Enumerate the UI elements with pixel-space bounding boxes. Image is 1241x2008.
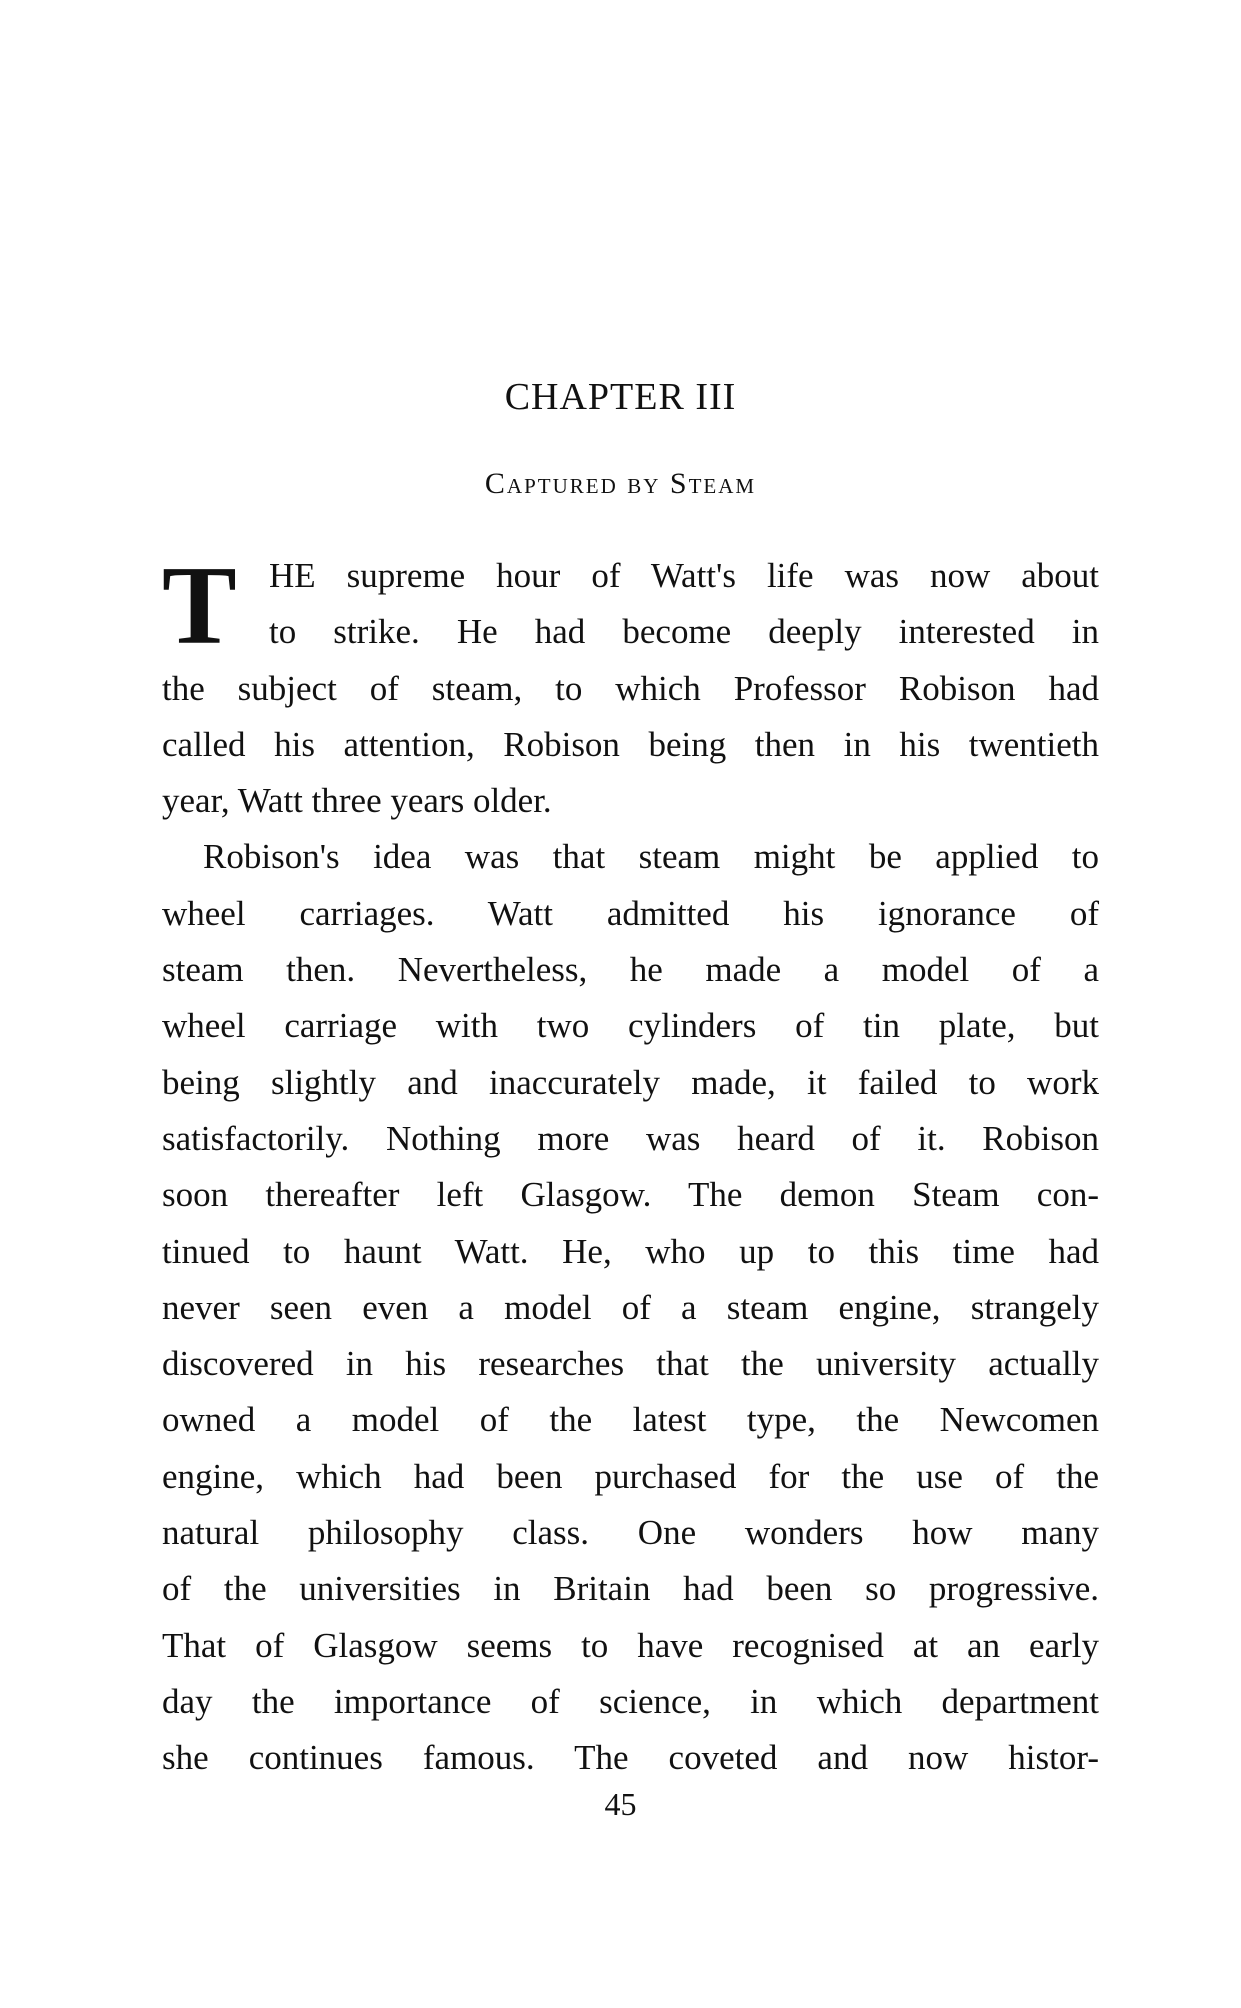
text-line: owned a model of the latest type, the Newcomen xyxy=(162,1400,1099,1440)
text-line: wheel carriages. Watt admitted his ignorance of xyxy=(162,893,1099,933)
chapter-title: Captured by Steam xyxy=(484,467,757,500)
text-line: steam then. Nevertheless, he made a model of a xyxy=(162,950,1099,990)
text-line: year, Watt three years older. xyxy=(162,781,552,821)
text-line: the subject of steam, to which Professor Robison had xyxy=(162,668,1099,708)
text-line: HE supreme hour of Watt's life was now about xyxy=(269,556,1099,595)
text-line: to strike. He had become deeply interested in xyxy=(269,612,1099,652)
text-line: day the importance of science, in which department xyxy=(162,1681,1099,1721)
text-line: being slightly and inaccurately made, it failed to work xyxy=(162,1062,1099,1102)
text-line: called his attention, Robison being then in his twentieth xyxy=(162,724,1099,764)
text-line: natural philosophy class. One wonders how many xyxy=(162,1513,1099,1553)
page-number: 45 xyxy=(604,1786,637,1822)
drop-cap: T xyxy=(162,544,237,668)
text-line: never seen even a model of a steam engine, strangely xyxy=(162,1287,1099,1327)
text-line: engine, which had been purchased for the use of the xyxy=(162,1456,1099,1496)
body-text xyxy=(162,544,1099,1787)
text-line: she continues famous. The coveted and now histor- xyxy=(162,1738,1099,1778)
text-line: That of Glasgow seems to have recognised at an early xyxy=(162,1625,1099,1665)
text-line: satisfactorily. Nothing more was heard of it. Robison xyxy=(162,1118,1099,1158)
chapter-heading: CHAPTER III xyxy=(504,376,737,418)
text-line: discovered in his researches that the university actually xyxy=(162,1344,1099,1384)
text-line: wheel carriage with two cylinders of tin plate, but xyxy=(162,1006,1099,1046)
text-line: Robison's idea was that steam might be applied to xyxy=(203,837,1099,877)
text-line: of the universities in Britain had been so progressive. xyxy=(162,1569,1099,1609)
text-line: tinued to haunt Watt. He, who up to this time had xyxy=(162,1231,1099,1271)
text-line: soon thereafter left Glasgow. The demon Steam con- xyxy=(162,1175,1099,1215)
